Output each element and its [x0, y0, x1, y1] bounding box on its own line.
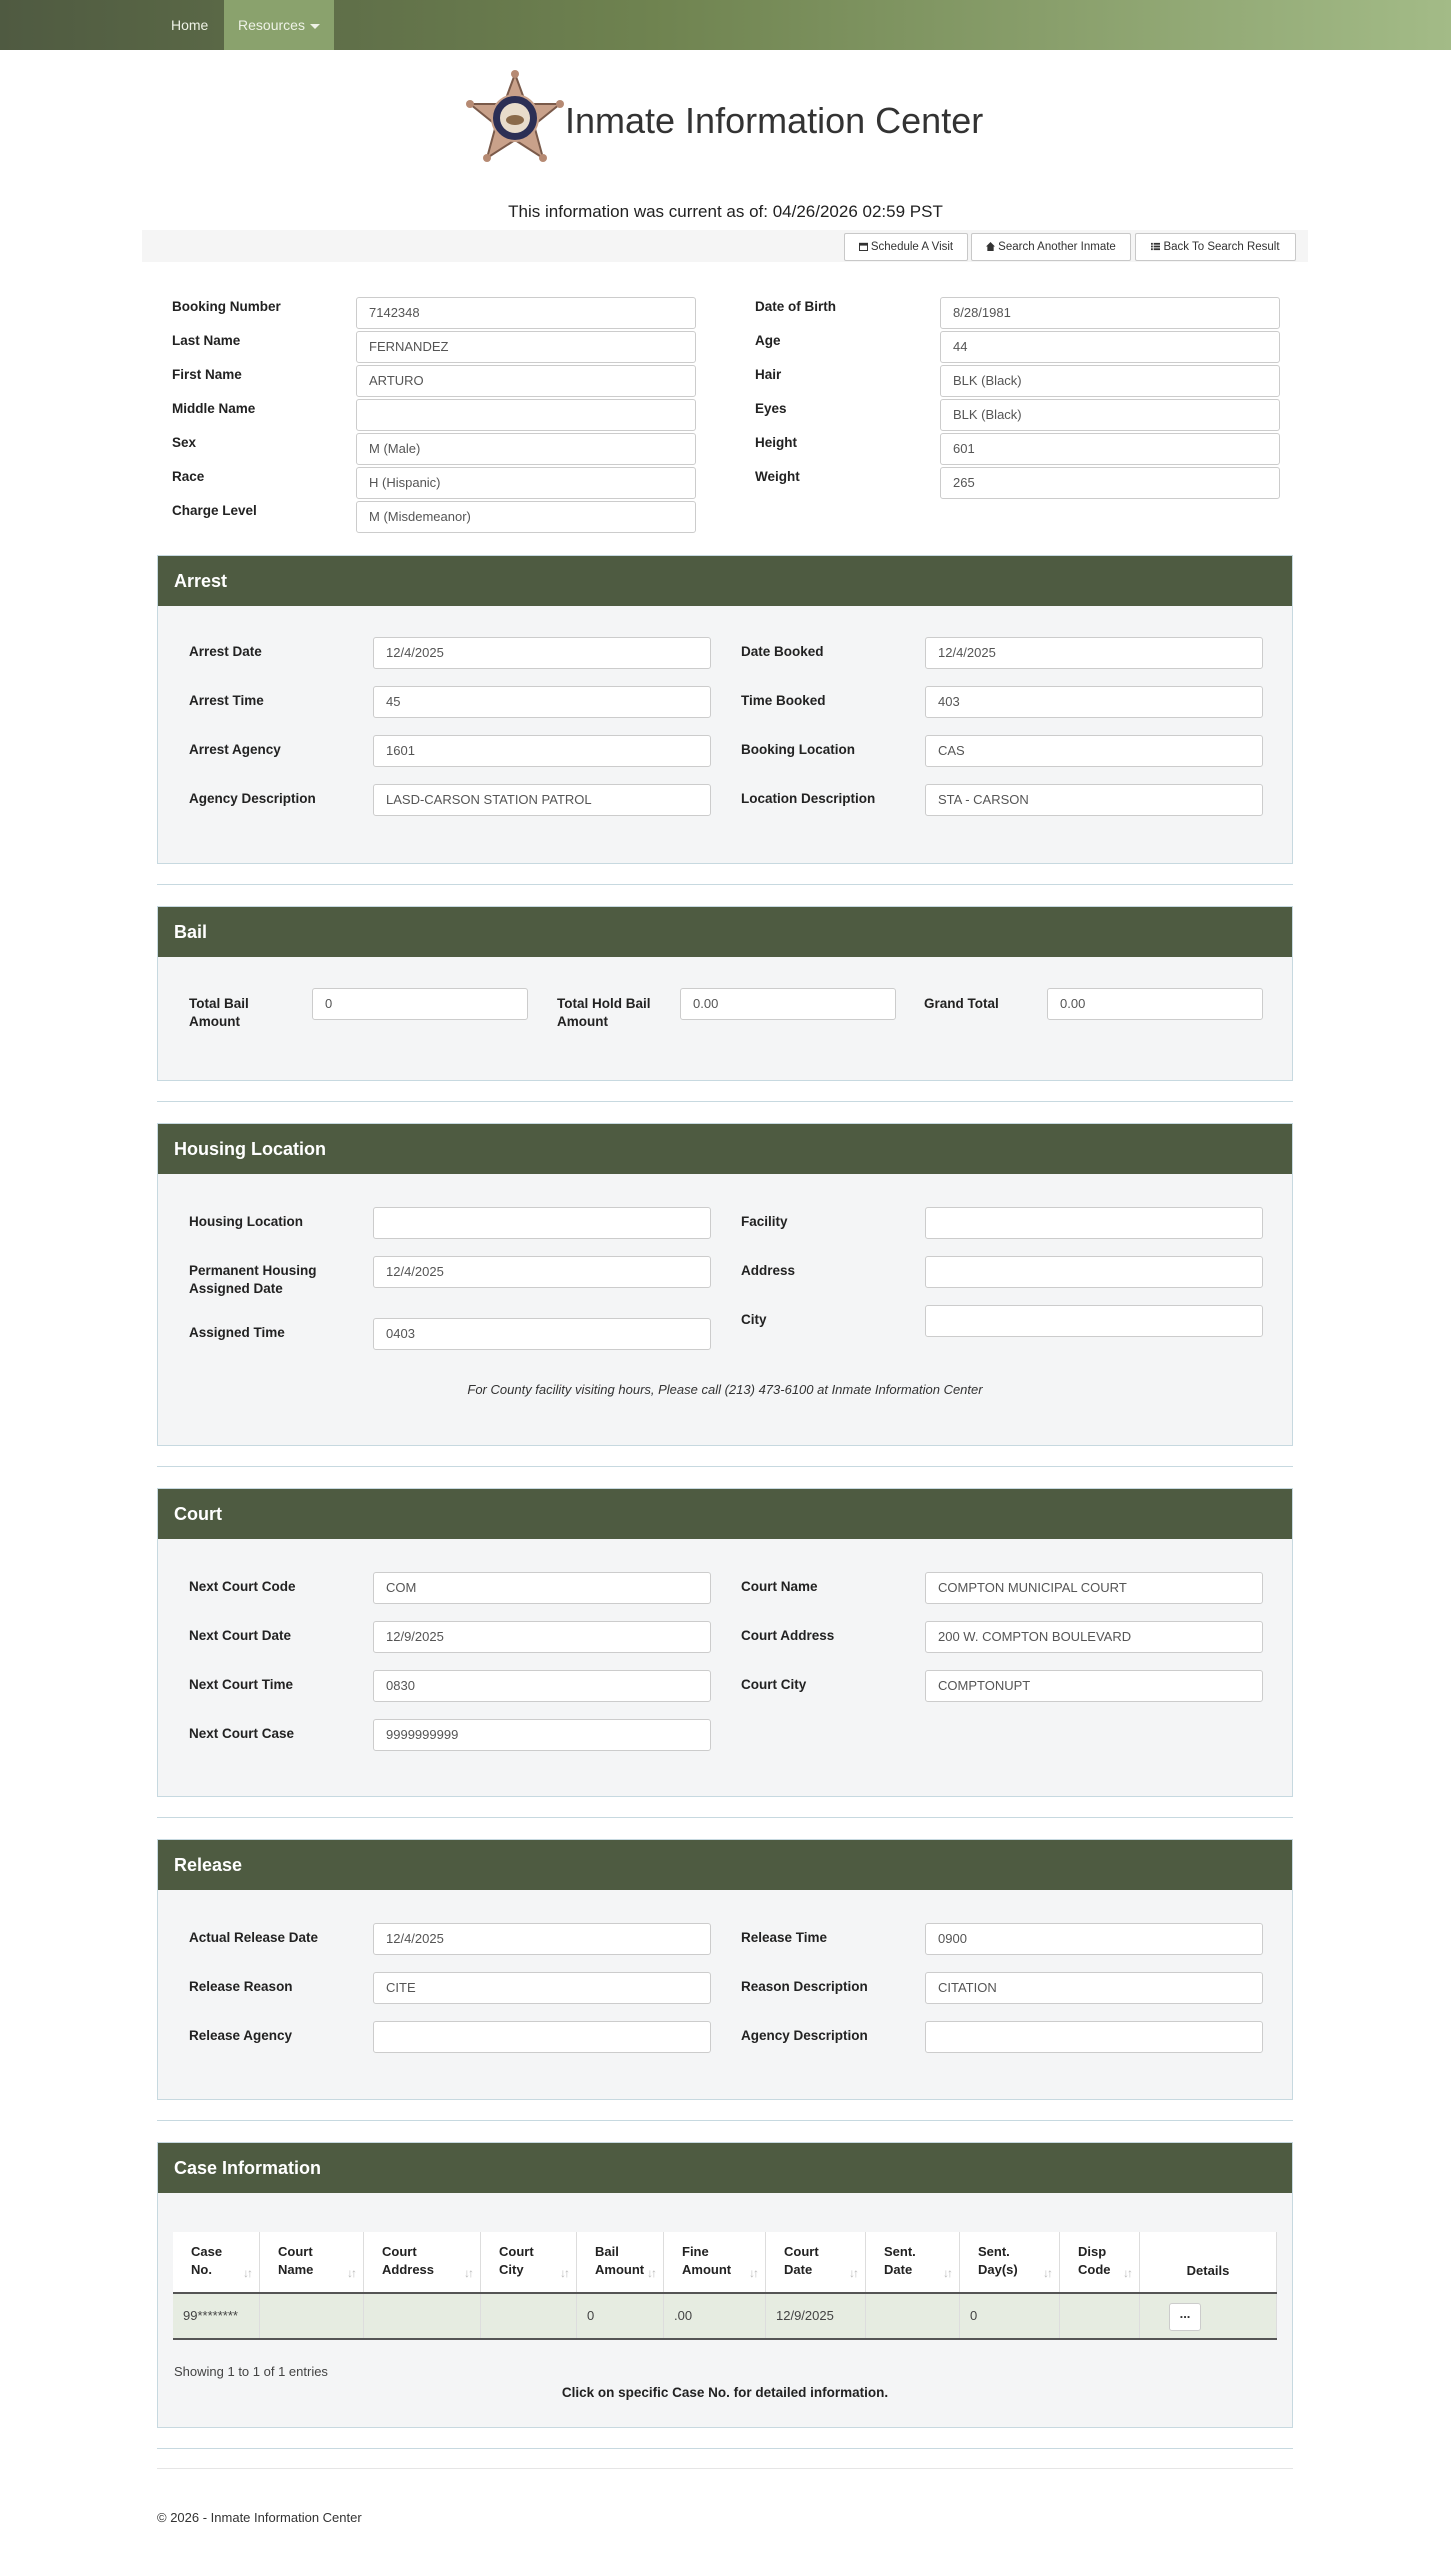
city-label: City — [741, 1312, 767, 1327]
column-header[interactable] — [364, 2232, 481, 2292]
next-court-code-label: Next Court Code — [189, 1579, 296, 1594]
column-header-label: Case No. — [191, 2244, 223, 2277]
nav-home-link[interactable]: Home — [171, 17, 209, 33]
table-entries-info: Showing 1 to 1 of 1 entries — [174, 2364, 328, 2379]
middle-name-label: Middle Name — [172, 401, 256, 416]
actual-release-date-label: Actual Release Date — [189, 1930, 319, 1945]
table-cell[interactable] — [173, 2294, 260, 2338]
schedule-visit-label: Schedule A Visit — [870, 241, 954, 253]
nav-resources-label: Resources — [238, 17, 305, 33]
agency-description-label: Agency Description — [189, 791, 316, 806]
column-header[interactable] — [766, 2232, 866, 2292]
column-header[interactable] — [481, 2232, 577, 2292]
age-label: Age — [755, 333, 781, 348]
dob-field[interactable]: 8/28/1981 — [940, 297, 1280, 329]
calendar-icon — [859, 242, 868, 251]
current-as-of-text: This information was current as of: 04/26/2026 02:59 PST — [508, 202, 943, 221]
sort-icon[interactable]: ↓↑ — [647, 2266, 655, 2280]
release-reason-label: Release Reason — [189, 1979, 293, 1994]
sort-icon[interactable]: ↓↑ — [243, 2266, 251, 2280]
table-cell-value: 0 — [587, 2308, 595, 2323]
grand-total-field[interactable]: 0.00 — [1047, 988, 1263, 1020]
location-description-label: Location Description — [741, 791, 876, 806]
column-header-label: Sent. Day(s) — [978, 2244, 1018, 2277]
address-label: Address — [741, 1263, 796, 1278]
release-panel-footer — [157, 2099, 1293, 2120]
next-court-time-label: Next Court Time — [189, 1677, 294, 1692]
housing-panel-title: Housing Location — [158, 1124, 1292, 1174]
middle-name-field[interactable] — [356, 399, 696, 431]
table-cell — [866, 2294, 960, 2338]
next-court-case-label: Next Court Case — [189, 1726, 295, 1741]
back-to-search-result-label: Back To Search Result — [1163, 241, 1280, 253]
height-label: Height — [755, 435, 797, 450]
arrest-date-field[interactable]: 12/4/2025 — [373, 637, 711, 669]
housing-location-field[interactable] — [373, 1207, 711, 1239]
next-court-date-field[interactable]: 12/9/2025 — [373, 1621, 711, 1653]
sort-icon[interactable]: ↓↑ — [560, 2266, 568, 2280]
court-city-field[interactable]: COMPTONUPT — [925, 1670, 1263, 1702]
first-name-label: First Name — [172, 367, 242, 382]
arrest-time-label: Arrest Time — [189, 693, 264, 708]
booking-location-label: Booking Location — [741, 742, 855, 757]
next-court-time-field[interactable]: 0830 — [373, 1670, 711, 1702]
grand-total-label: Grand Total — [924, 996, 999, 1011]
search-another-inmate-button[interactable] — [971, 233, 1131, 261]
race-label: Race — [172, 469, 205, 484]
search-another-inmate-label: Search Another Inmate — [998, 241, 1116, 253]
column-header-label: Bail Amount — [595, 2244, 645, 2277]
page-title: Inmate Information Center — [565, 100, 984, 141]
sex-field[interactable]: M (Male) — [356, 433, 696, 465]
release-reason-field[interactable]: CITE — [373, 1972, 711, 2004]
table-cell-value: 0 — [970, 2308, 978, 2323]
actual-release-date-field[interactable]: 12/4/2025 — [373, 1923, 711, 1955]
court-name-field[interactable]: COMPTON MUNICIPAL COURT — [925, 1572, 1263, 1604]
sheriff-star-badge-icon — [462, 70, 568, 184]
assigned-time-field[interactable]: 0403 — [373, 1318, 711, 1350]
court-address-field[interactable]: 200 W. COMPTON BOULEVARD — [925, 1621, 1263, 1653]
table-cell — [577, 2294, 664, 2338]
table-cell — [260, 2294, 364, 2338]
release-time-field[interactable]: 0900 — [925, 1923, 1263, 1955]
court-address-label: Court Address — [741, 1628, 835, 1643]
sort-icon[interactable]: ↓↑ — [849, 2266, 857, 2280]
table-cell — [960, 2294, 1060, 2338]
permanent-housing-date-label: Permanent Housing Assigned Date — [189, 1263, 317, 1296]
eyes-label: Eyes — [755, 401, 787, 416]
column-header[interactable] — [866, 2232, 960, 2292]
table-cell — [766, 2294, 866, 2338]
time-booked-label: Time Booked — [741, 693, 826, 708]
dob-label: Date of Birth — [755, 299, 836, 314]
total-hold-bail-field[interactable]: 0.00 — [680, 988, 896, 1020]
court-name-label: Court Name — [741, 1579, 818, 1594]
weight-field[interactable]: 265 — [940, 467, 1280, 499]
housing-location-label: Housing Location — [189, 1214, 303, 1229]
release-agency-description-field[interactable] — [925, 2021, 1263, 2053]
last-name-label: Last Name — [172, 333, 241, 348]
bail-panel-title: Bail — [158, 907, 1292, 957]
total-bail-label: Total Bail Amount — [189, 996, 249, 1029]
height-field[interactable]: 601 — [940, 433, 1280, 465]
agency-description-field[interactable]: LASD-CARSON STATION PATROL — [373, 784, 711, 816]
sex-label: Sex — [172, 435, 197, 450]
column-header[interactable] — [577, 2232, 664, 2292]
charge-level-field[interactable]: M (Misdemeanor) — [356, 501, 696, 533]
total-bail-field[interactable]: 0 — [312, 988, 528, 1020]
column-header[interactable] — [173, 2232, 260, 2292]
time-booked-field[interactable]: 403 — [925, 686, 1263, 718]
column-header[interactable] — [1060, 2232, 1140, 2292]
age-field[interactable]: 44 — [940, 331, 1280, 363]
column-header-label: Court City — [499, 2244, 534, 2277]
column-header[interactable] — [260, 2232, 364, 2292]
hair-label: Hair — [755, 367, 782, 382]
address-field[interactable] — [925, 1256, 1263, 1288]
column-header[interactable] — [960, 2232, 1060, 2292]
column-header — [1140, 2232, 1277, 2292]
date-booked-label: Date Booked — [741, 644, 824, 659]
case-panel-footer — [157, 2427, 1293, 2448]
table-cell-value: 12/9/2025 — [776, 2308, 834, 2323]
action-toolbar — [142, 230, 1308, 262]
arrest-panel — [157, 555, 1293, 885]
booking-number-field[interactable]: 7142348 — [356, 297, 696, 329]
bail-panel — [157, 906, 1293, 1102]
court-panel-footer — [157, 1796, 1293, 1817]
reason-description-label: Reason Description — [741, 1979, 868, 1994]
charge-level-label: Charge Level — [172, 503, 257, 518]
first-name-field[interactable]: ARTURO — [356, 365, 696, 397]
release-panel-title: Release — [158, 1840, 1292, 1890]
column-header-label: Sent. Date — [884, 2244, 916, 2277]
arrest-panel-title: Arrest — [158, 556, 1292, 606]
sort-icon[interactable]: ↓↑ — [464, 2266, 472, 2280]
total-hold-bail-label: Total Hold Bail Amount — [557, 996, 651, 1029]
column-header-label: Court Name — [278, 2244, 314, 2277]
back-to-search-result-button[interactable] — [1135, 233, 1296, 261]
arrest-agency-field[interactable]: 1601 — [373, 735, 711, 767]
arrest-date-label: Arrest Date — [189, 644, 262, 659]
next-court-code-field[interactable]: COM — [373, 1572, 711, 1604]
nav-resources-dropdown[interactable] — [224, 0, 334, 50]
release-panel — [157, 1839, 1293, 2121]
table-cell — [1060, 2294, 1140, 2338]
top-navbar — [0, 0, 1451, 50]
eyes-field[interactable]: BLK (Black) — [940, 399, 1280, 431]
table-cell — [664, 2294, 766, 2338]
release-agency-field[interactable] — [373, 2021, 711, 2053]
court-panel — [157, 1488, 1293, 1818]
hair-field[interactable]: BLK (Black) — [940, 365, 1280, 397]
race-field[interactable]: H (Hispanic) — [356, 467, 696, 499]
case-information-panel-title: Case Information — [158, 2143, 1292, 2193]
case-click-note: Click on specific Case No. for detailed information. — [561, 2385, 889, 2400]
facility-field[interactable] — [925, 1207, 1263, 1239]
arrest-agency-label: Arrest Agency — [189, 742, 281, 757]
table-cell-value: 99******** — [183, 2308, 238, 2323]
arrest-time-field[interactable]: 45 — [373, 686, 711, 718]
home-icon — [986, 242, 995, 251]
column-header-label: Court Address — [382, 2244, 435, 2277]
housing-location-panel — [157, 1123, 1293, 1467]
column-header[interactable] — [664, 2232, 766, 2292]
footer-divider — [157, 2468, 1293, 2469]
sort-icon[interactable]: ↓↑ — [943, 2266, 951, 2280]
schedule-visit-button[interactable] — [844, 233, 968, 261]
visiting-hours-note: For County facility visiting hours, Please call (213) 473-6100 at Inmate Information Center — [467, 1382, 983, 1397]
column-header-label: Court Date — [784, 2244, 819, 2277]
list-icon — [1151, 242, 1160, 251]
footer-copyright: © 2026 - Inmate Information Center — [157, 2510, 362, 2525]
court-panel-title: Court — [158, 1489, 1292, 1539]
permanent-housing-date-field[interactable]: 12/4/2025 — [373, 1256, 711, 1288]
column-header-label: Disp Code — [1078, 2244, 1111, 2277]
location-description-field[interactable]: STA - CARSON — [925, 784, 1263, 816]
next-court-date-label: Next Court Date — [189, 1628, 292, 1643]
case-table-bottom-divider — [173, 2338, 1277, 2340]
sort-icon[interactable]: ↓↑ — [749, 2266, 757, 2280]
reason-description-field[interactable]: CITATION — [925, 1972, 1263, 2004]
booking-number-label: Booking Number — [172, 299, 281, 314]
assigned-time-label: Assigned Time — [189, 1325, 285, 1340]
arrest-panel-footer — [157, 863, 1293, 884]
housing-panel-footer — [157, 1445, 1293, 1466]
table-cell — [364, 2294, 481, 2338]
column-header-label: Details — [1186, 2263, 1230, 2278]
table-cell[interactable] — [1140, 2294, 1277, 2338]
case-table — [173, 2232, 1277, 2342]
caret-down-icon — [310, 24, 320, 29]
sort-icon[interactable]: ↓↑ — [1043, 2266, 1051, 2280]
facility-label: Facility — [741, 1214, 788, 1229]
bail-panel-footer — [157, 1080, 1293, 1101]
release-agency-description-label: Agency Description — [741, 2028, 868, 2043]
table-cell — [481, 2294, 577, 2338]
release-agency-label: Release Agency — [189, 2028, 293, 2043]
last-name-field[interactable]: FERNANDEZ — [356, 331, 696, 363]
court-city-label: Court City — [741, 1677, 807, 1692]
column-header-label: Fine Amount — [682, 2244, 732, 2277]
table-cell-value: .00 — [674, 2308, 693, 2323]
sort-icon[interactable]: ↓↑ — [1123, 2266, 1131, 2280]
city-field[interactable] — [925, 1305, 1263, 1337]
next-court-case-field[interactable]: 9999999999 — [373, 1719, 711, 1751]
details-button[interactable]: ... — [1169, 2303, 1201, 2331]
booking-location-field[interactable]: CAS — [925, 735, 1263, 767]
sort-icon[interactable]: ↓↑ — [347, 2266, 355, 2280]
weight-label: Weight — [755, 469, 800, 484]
date-booked-field[interactable]: 12/4/2025 — [925, 637, 1263, 669]
release-time-label: Release Time — [741, 1930, 828, 1945]
